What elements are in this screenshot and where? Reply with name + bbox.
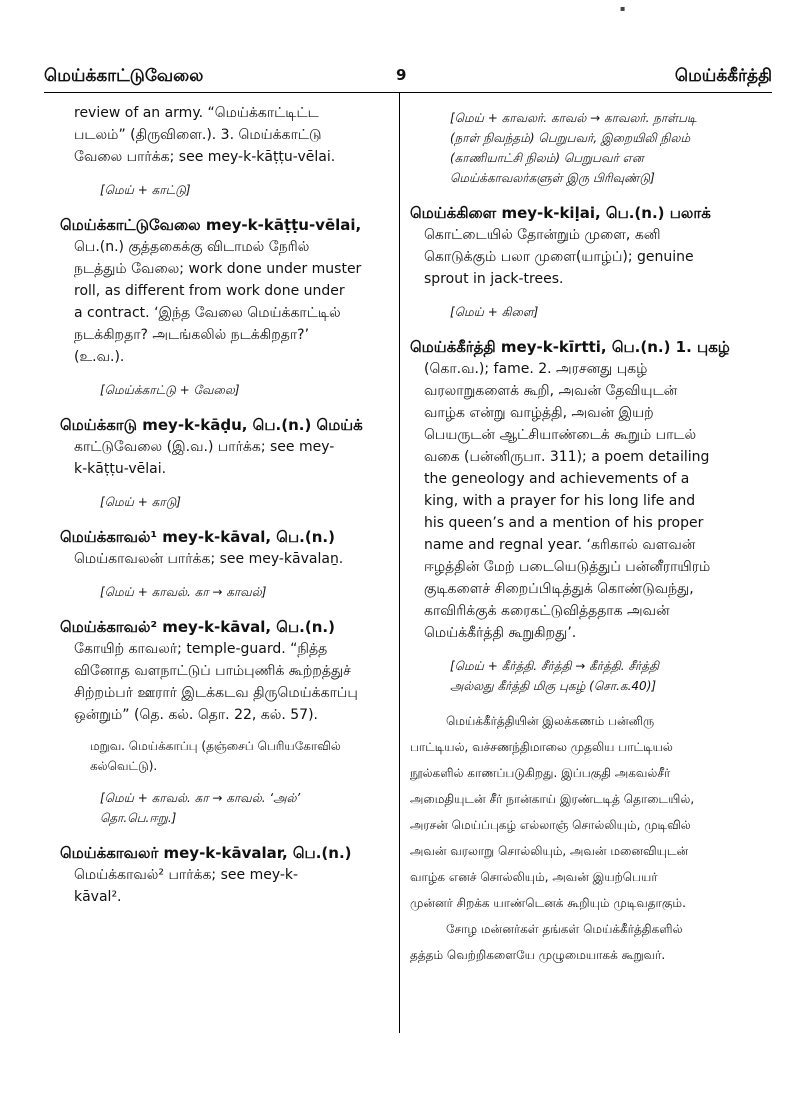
text-line: குடிகளைச் சிறைப்பிடித்துக் கொண்டுவந்து, <box>424 581 694 597</box>
headword-line: மெய்க்காவல்² mey-k-kāval, பெ.(n.) <box>60 618 335 636</box>
text-line: கொட்டையில் தோன்றும் முளை, கனி <box>424 227 661 243</box>
text-line: பாட்டியல், வச்சணந்திமாலை முதலிய பாட்டியல் <box>410 740 673 754</box>
dictionary-entry <box>60 414 392 480</box>
headword-line: மெய்க்கீர்த்தி mey-k-kīrtti, பெ.(n.) 1. புகழ் <box>410 338 730 356</box>
text-line: நடத்தும் வேலை; work done under muster <box>74 261 362 277</box>
text-line: review of an army. “மெய்க்காட்டிட்ட <box>74 105 319 121</box>
text-line: பெயருடன் ஆட்சியாண்டைக் கூறும் பாடல் <box>424 427 697 443</box>
dictionary-entry <box>60 526 392 570</box>
left-column <box>60 102 392 918</box>
page-number: 9 <box>396 66 407 84</box>
text-line: அமைதியுடன் சீர் நான்காய் இரண்டடித் தொடையில், <box>410 792 695 806</box>
text-line: kāval². <box>74 889 122 905</box>
header-rule <box>44 92 772 93</box>
text-line: வாழ்க என்று வாழ்த்தி, அவன் இயற் <box>424 405 654 421</box>
text-line: அல்லது கீர்த்தி மிகு புகழ் (சொ.க.40)] <box>450 679 657 693</box>
text-line: [மெய் + காவல். கா → காவல். ‘அல்’ <box>100 791 301 805</box>
commentary-paragraph <box>410 918 762 966</box>
etymology <box>60 788 392 828</box>
text-line: தொ.பெ.ஈறு.] <box>100 811 177 825</box>
variant-note <box>60 736 392 776</box>
text-line: கொடுக்கும் பலா முளை(யாழ்ப்); genuine <box>424 249 694 265</box>
text-line: [மெய் + காவலர். காவல் → காவலர். நாள்படி <box>450 111 697 125</box>
text-line: அவன் வரலாறு சொல்லியும், அவன் மனைவியுடன் <box>410 844 689 858</box>
text-line: பெ.(n.) குத்தகைக்கு விடாமல் நேரில் <box>74 239 310 255</box>
text-line: கோயிற் காவலர்; temple-guard. “நித்த <box>74 641 328 657</box>
etymology <box>410 108 762 188</box>
text-line: படலம்” (திருவிளை.). 3. மெய்க்காட்டு <box>74 127 322 143</box>
text-line: நூல்களில் காணப்படுகிறது. இப்பகுதி அகவல்சீர் <box>410 766 671 780</box>
text-line: கல்வெட்டு). <box>90 759 158 773</box>
text-line: மெய்க்காவல்² பார்க்க; see mey-k- <box>74 867 299 883</box>
text-line: king, with a prayer for his long life and <box>424 493 696 509</box>
dictionary-entry <box>60 842 392 908</box>
text-line: his queen’s and a mention of his proper <box>424 515 704 531</box>
text-line: முன்னர் சிறக்க யாண்டெனக் கூறியும் முடிவதாகும். <box>410 896 686 910</box>
text-line: sprout in jack-trees. <box>424 271 564 287</box>
etymology: [மெய் + காட்டு] <box>100 183 191 197</box>
text-line: மெய்க்காவலர்களுள் இரு பிரிவுண்டு] <box>450 171 655 185</box>
dictionary-entry <box>60 616 392 726</box>
headword-line: மெய்க்காடு mey-k-kāḍu, பெ.(n.) மெய்க் <box>60 416 363 434</box>
headword-line: மெய்க்காட்டுவேலை mey-k-kāṭṭu-vēlai, <box>60 216 362 234</box>
etymology: [மெய்க்காட்டு + வேலை] <box>100 383 240 397</box>
running-head-left: மெய்க்காட்டுவேலை <box>44 66 204 86</box>
text-line: மறுவ. மெய்க்காப்பு (தஞ்சைப் பெரியகோவில் <box>90 739 341 753</box>
text-line: வேலை பார்க்க; see mey-k-kāṭṭu-vēlai. <box>74 149 336 165</box>
text-line: காவிரிக்குக் கரைகட்டுவித்ததாக அவன் <box>424 603 670 619</box>
column-divider <box>399 93 400 1033</box>
headword-line: மெய்க்காவலர் mey-k-kāvalar, பெ.(n.) <box>60 844 352 862</box>
text-line: ஒன்றும்” (தெ. கல். தொ. 22, கல். 57). <box>74 707 318 723</box>
text-line: (நாள் நிவந்தம்) பெறுபவர், இறையிலி நிலம் <box>450 131 691 145</box>
text-line: சோழ மன்னர்கள் தங்கள் மெய்க்கீர்த்திகளில் <box>446 922 683 936</box>
text-line: மெய்காவலன் பார்க்க; see mey-kāvalaṉ. <box>74 551 344 567</box>
text-line: வகை (பன்னிருபா. 311); a poem detailing <box>424 449 710 465</box>
text-line: ஈழத்தின் மேற் படையெடுத்துப் பன்னீராயிரம் <box>424 559 711 575</box>
dictionary-entry <box>410 202 762 290</box>
headword-line: மெய்க்காவல்¹ mey-k-kāval, பெ.(n.) <box>60 528 335 546</box>
headword-line: மெய்க்கிளை mey-k-kiḷai, பெ.(n.) பலாக் <box>410 204 711 222</box>
text-line: வாழ்க எனச் சொல்லியும், அவன் இயற்பெயர் <box>410 870 658 884</box>
text-line: the geneology and achievements of a <box>424 471 690 487</box>
text-line: வரலாறுகளைக் கூறி, அவன் தேவியுடன் <box>424 383 678 399</box>
dictionary-entry <box>410 336 762 644</box>
etymology <box>410 656 762 696</box>
text-line: a contract. ‘இந்த வேலை மெய்க்காட்டில் <box>74 305 341 321</box>
text-line: காட்டுவேலை (இ.வ.) பார்க்க; see mey- <box>74 439 335 455</box>
etymology: [மெய் + கிளை] <box>450 305 539 319</box>
text-line: அரசன் மெய்ப்புகழ் எல்லாஞ் சொல்லியும், முடிவில் <box>410 818 691 832</box>
text-line: k-kāṭṭu-vēlai. <box>74 461 167 477</box>
commentary-paragraph <box>410 710 762 914</box>
text-line: நடக்கிறதா? அடங்கலில் நடக்கிறதா?’ <box>74 327 310 343</box>
entry-continuation <box>60 102 392 168</box>
text-line: தத்தம் வெற்றிகளையே முழுமையாகக் கூறுவர். <box>410 948 666 962</box>
dictionary-entry <box>60 214 392 368</box>
right-column <box>410 102 762 970</box>
text-line: சிற்றம்பர் ஊரார் இடக்கடவ திருமெய்க்காப்பு <box>74 685 358 701</box>
text-line: வினோத வளநாட்டுப் பாம்புணிக் கூற்றத்துச் <box>74 663 351 679</box>
etymology: [மெய் + காவல். கா → காவல்] <box>100 585 267 599</box>
page-header <box>44 66 772 92</box>
text-line: [மெய் + கீர்த்தி. சீர்த்தி → கீர்த்தி. சீர்த்தி <box>450 659 659 673</box>
etymology: [மெய் + காடு] <box>100 495 181 509</box>
text-line: மெய்க்கீர்த்தி கூறுகிறது’. <box>424 625 577 641</box>
text-line: மெய்க்கீர்த்தியின் இலக்கணம் பன்னிரு <box>446 714 655 728</box>
text-line: (கொ.வ.); fame. 2. அரசனது புகழ் <box>424 361 648 377</box>
text-line: name and regnal year. ‘கரிகால் வளவன் <box>424 537 696 553</box>
running-head-right: மெய்க்கீர்த்தி <box>674 66 772 86</box>
speck-mark: ▪ <box>620 4 626 13</box>
text-line: (உ.வ.). <box>74 349 125 365</box>
text-line: roll, as different from work done under <box>74 283 345 299</box>
text-line: (காணியாட்சி நிலம்) பெறுபவர் என <box>450 151 644 165</box>
